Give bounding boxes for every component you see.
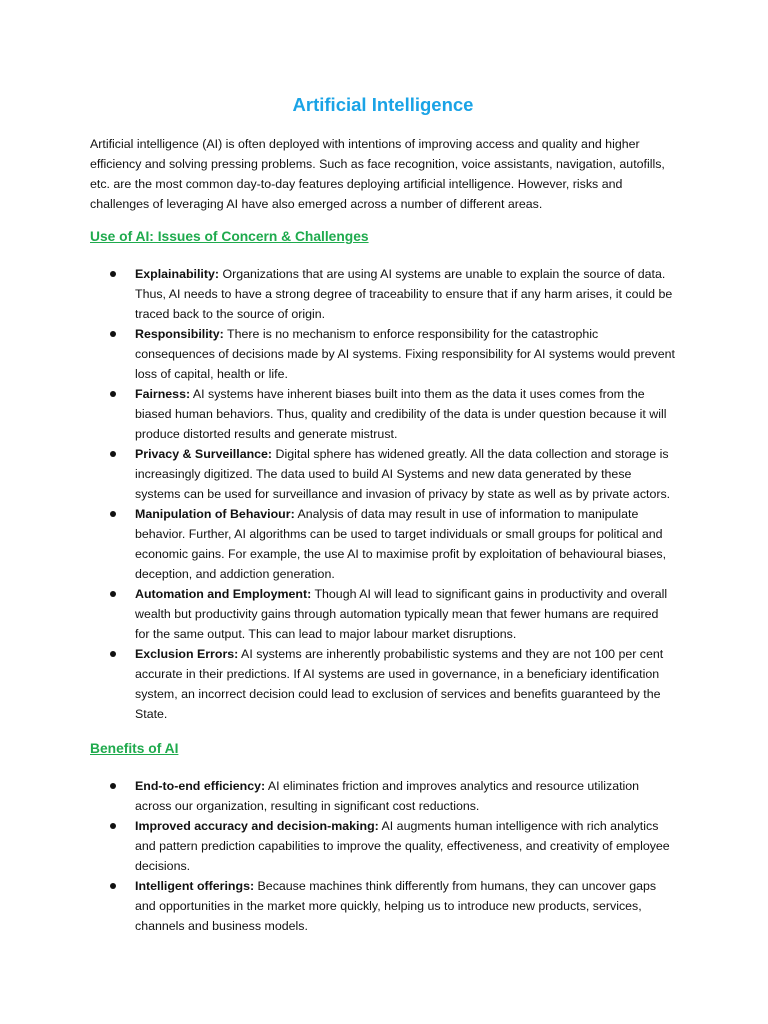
bullet-icon <box>110 883 116 889</box>
list-item <box>90 324 676 384</box>
item-text: AI augments human intelligence with rich analytics and pattern prediction capabilities to improve the quality, effectiveness, and creativity of employee decisions. <box>135 819 670 873</box>
item-term: Manipulation of Behaviour: <box>135 507 295 521</box>
document-page <box>90 92 676 936</box>
item-text: AI systems are inherently probabilistic systems and they are not 100 per cent accurate in their predictions. If AI systems are used in governance, in a beneficiary identification system, an incorrect decision could lead to exclusion of services and benefits guaranteed by the State. <box>135 647 664 721</box>
bullet-icon <box>110 451 116 457</box>
bullet-icon <box>110 591 116 597</box>
list-item <box>90 644 676 724</box>
bullet-icon <box>110 823 116 829</box>
item-term: Privacy & Surveillance: <box>135 447 273 461</box>
item-text: Because machines think differently from humans, they can uncover gaps and opportunities in the market more quickly, helping us to introduce new products, services, channels and business models. <box>135 879 657 933</box>
item-text: AI systems have inherent biases built into them as the data it uses comes from the biased human behaviors. Thus, quality and credibility of the data is under question because it will produce distorted results and generate mistrust. <box>135 387 667 441</box>
list-item <box>90 776 676 816</box>
item-text: Though AI will lead to significant gains in productivity and overall wealth but productivity gains through automation typically mean that fewer humans are required for the same output. This can lead to major labour market disruptions. <box>135 587 668 641</box>
bullet-icon <box>110 331 116 337</box>
section-heading-benefits: Benefits of AI <box>90 741 179 756</box>
benefits-list <box>90 776 676 936</box>
list-item <box>90 264 676 324</box>
item-text: AI eliminates friction and improves analytics and resource utilization across our organization, resulting in significant cost reductions. <box>135 779 640 813</box>
bullet-icon <box>110 651 116 657</box>
item-text: Analysis of data may result in use of information to manipulate behavior. Further, AI algorithms can be used to target individuals or small groups for political and economic gains. For example, the use AI to maximise profit by exploitation of behavioural biases, deception, and addiction generation. <box>135 507 667 581</box>
bullet-icon <box>110 391 116 397</box>
page-title: Artificial Intelligence <box>292 94 474 115</box>
item-term: Automation and Employment: <box>135 587 312 601</box>
list-item <box>90 816 676 876</box>
list-item <box>90 876 676 936</box>
item-term: Exclusion Errors: <box>135 647 239 661</box>
item-term: End-to-end efficiency: <box>135 779 266 793</box>
bullet-icon <box>110 271 116 277</box>
list-item <box>90 444 676 504</box>
section-heading-concerns: Use of AI: Issues of Concern & Challenges <box>90 229 369 244</box>
item-term: Responsibility: <box>135 327 224 341</box>
bullet-icon <box>110 783 116 789</box>
item-term: Intelligent offerings: <box>135 879 255 893</box>
intro-paragraph: Artificial intelligence (AI) is often deployed with intentions of improving access and quality and higher efficiency and solving pressing problems. Such as face recognition, voice assistants, navigation, autofills, etc. are the most common day-to-day features deploying artificial intelligence. However, risks and challenges of leveraging AI have also emerged across a number of different areas. <box>90 137 665 211</box>
item-term: Explainability: <box>135 267 219 281</box>
list-item <box>90 384 676 444</box>
list-item <box>90 504 676 584</box>
bullet-icon <box>110 511 116 517</box>
list-item <box>90 584 676 644</box>
item-text: There is no mechanism to enforce responsibility for the catastrophic consequences of decisions made by AI systems. Fixing responsibility for AI systems would prevent loss of capital, health or life. <box>135 327 675 381</box>
item-term: Improved accuracy and decision-making: <box>135 819 379 833</box>
concerns-list <box>90 264 676 724</box>
item-term: Fairness: <box>135 387 191 401</box>
item-text: Organizations that are using AI systems are unable to explain the source of data. Thus, AI needs to have a strong degree of traceability to ensure that if any harm arises, it could be traced back to the source of origin. <box>135 267 673 321</box>
item-text: Digital sphere has widened greatly. All the data collection and storage is increasingly digitized. The data used to build AI Systems and new data generated by these systems can be used for surveillance and invasion of privacy by state as well as by private actors. <box>135 447 671 501</box>
